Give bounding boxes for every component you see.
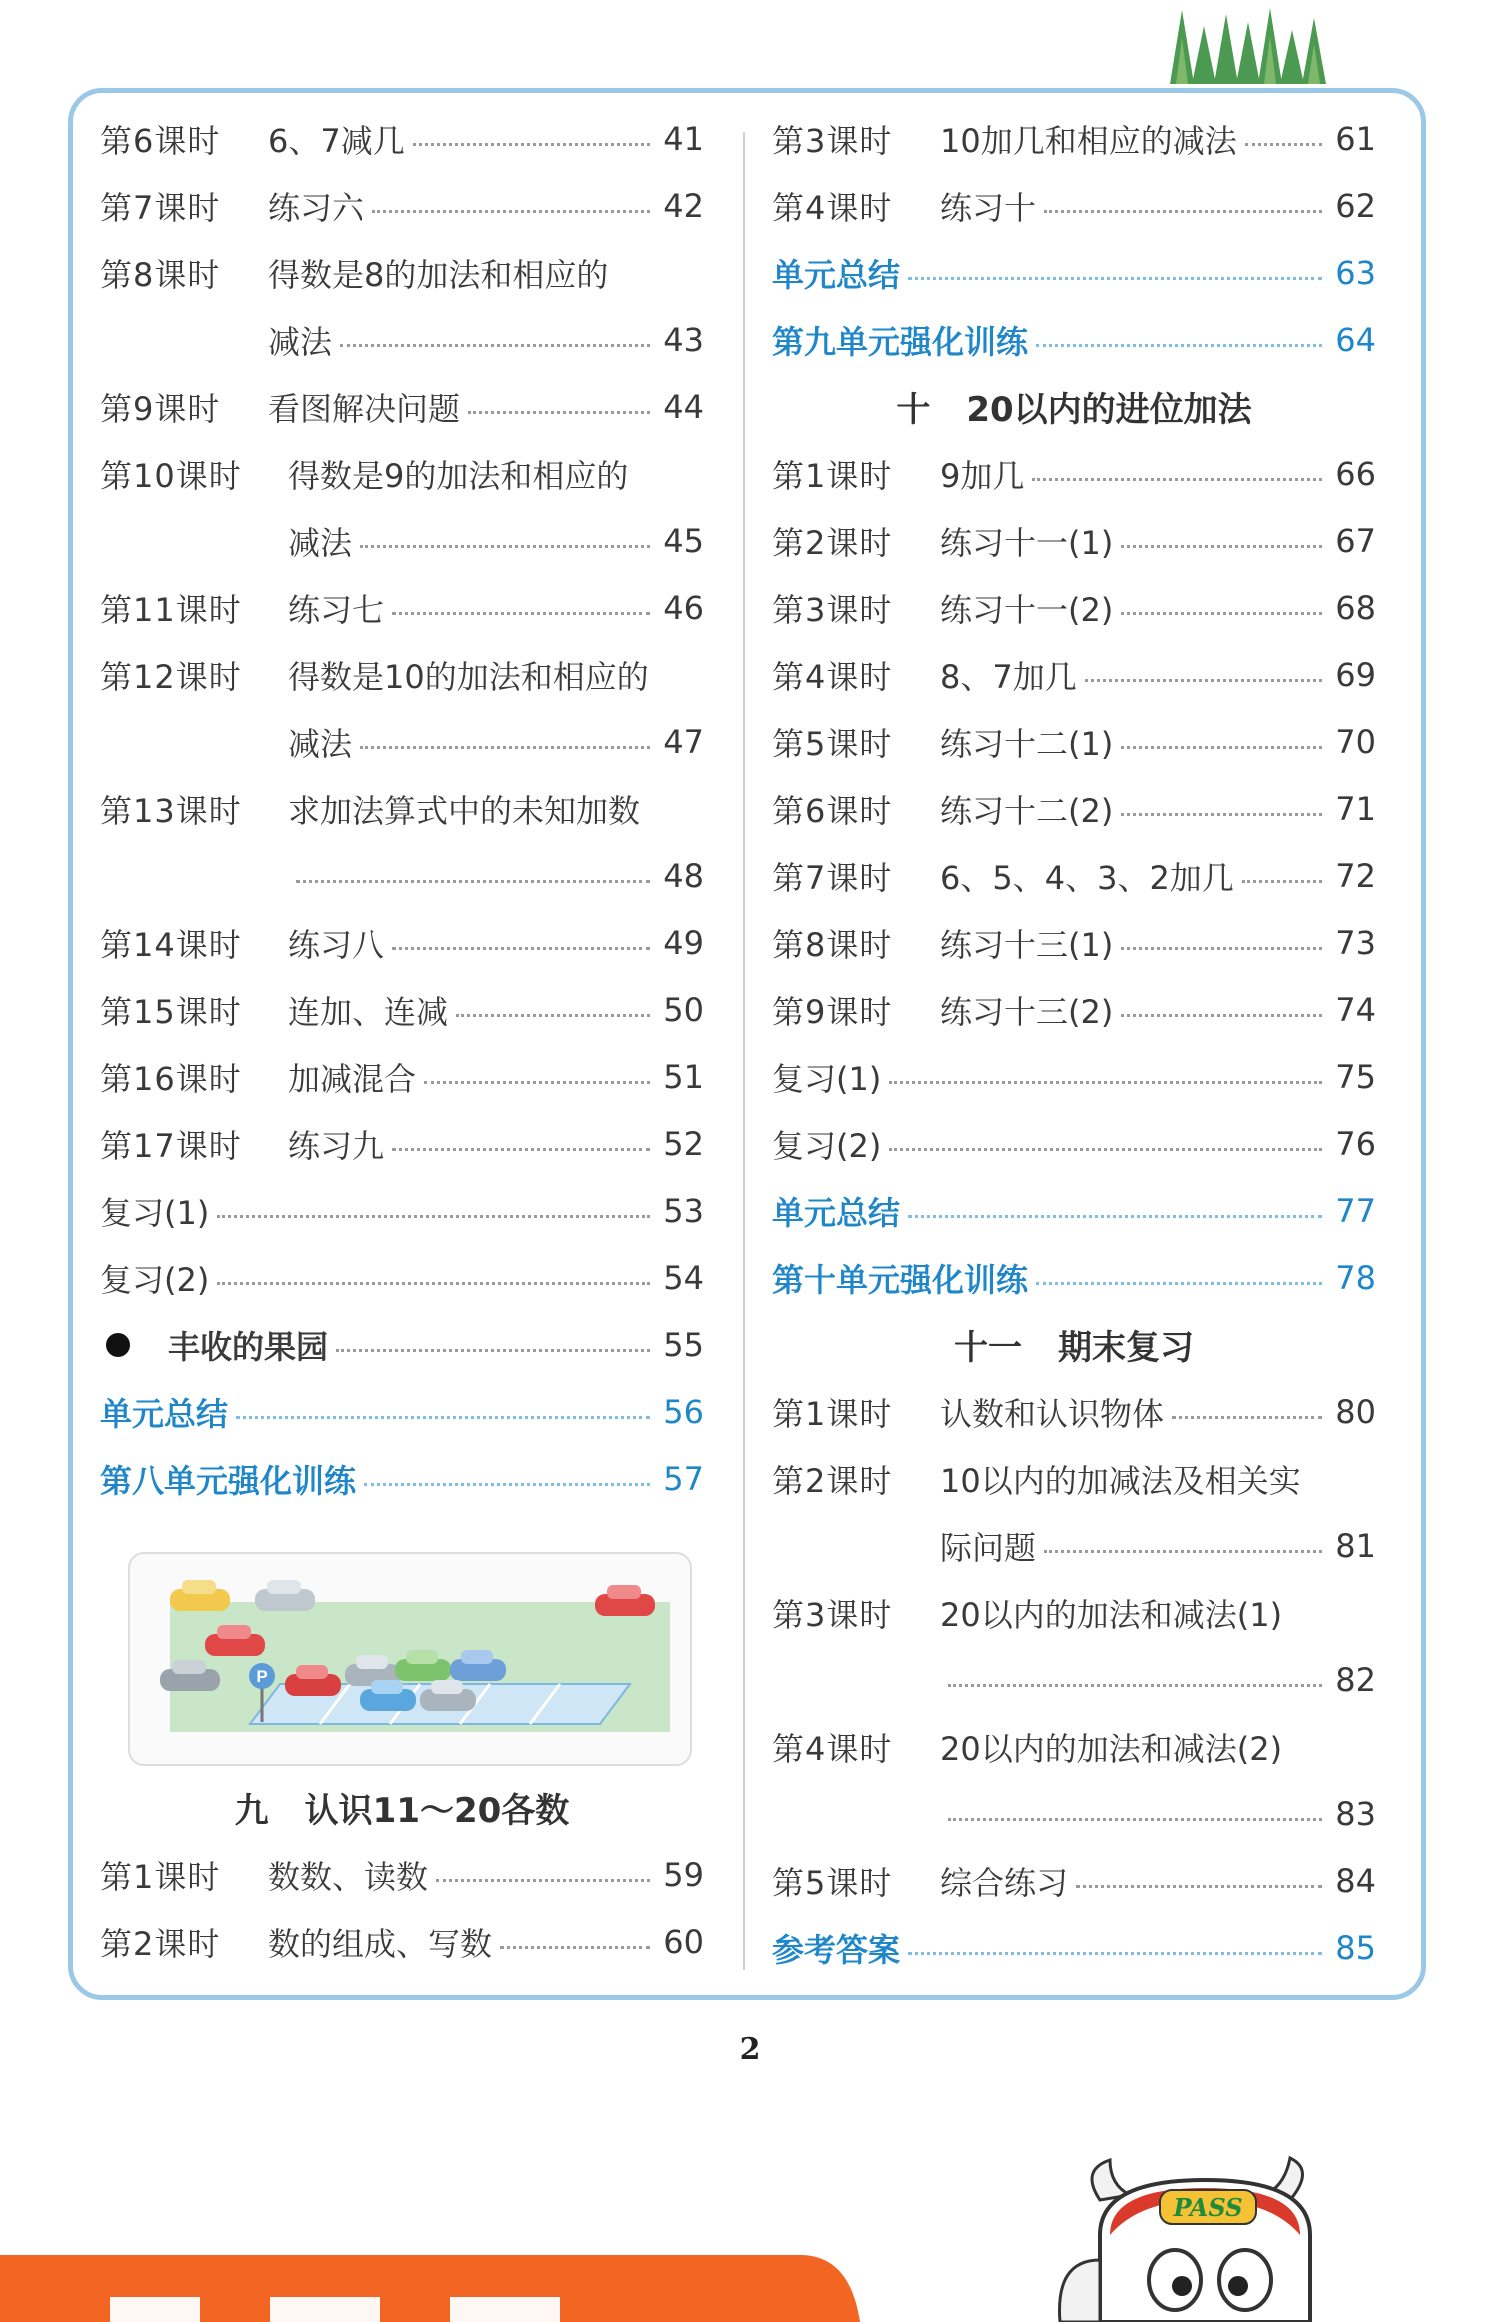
- toc-entry[interactable]: [772, 1847, 1376, 1914]
- lesson-title: 综合练习: [940, 1863, 1069, 1902]
- dot-leader: [1121, 813, 1322, 816]
- training-title: 第九单元强化训练: [772, 322, 1029, 361]
- page-ref: 61: [1335, 119, 1376, 158]
- toc-entry[interactable]: [100, 574, 704, 641]
- dot-leader: [1245, 143, 1322, 146]
- dot-leader: [1076, 1885, 1322, 1888]
- page-ref: 55: [663, 1325, 704, 1364]
- toc-entry[interactable]: [772, 1378, 1376, 1445]
- summary-title: 单元总结: [772, 255, 901, 294]
- lesson-title: 得数是9的加法和相应的: [288, 456, 629, 495]
- toc-entry[interactable]: [100, 1908, 704, 1975]
- toc-entry-activity[interactable]: [100, 1311, 704, 1378]
- toc-entry-continuation[interactable]: [772, 1780, 1376, 1847]
- review-title: 复习(2): [100, 1260, 210, 1299]
- page-ref: 54: [663, 1258, 704, 1297]
- cow-mascot: [1040, 2140, 1370, 2322]
- lesson-number: 第9课时: [772, 992, 893, 1031]
- page-ref: 59: [663, 1855, 704, 1894]
- toc-entry[interactable]: [772, 440, 1376, 507]
- lesson-title: 练习八: [288, 925, 385, 964]
- page-ref: 63: [1335, 253, 1376, 292]
- toc-left-column: [100, 105, 704, 1512]
- lesson-title: 连加、连减: [288, 992, 449, 1031]
- toc-entry[interactable]: [100, 440, 704, 507]
- page-ref: 56: [663, 1392, 704, 1431]
- page-number: 2: [739, 2032, 761, 2067]
- page-ref: 84: [1335, 1861, 1376, 1900]
- toc-entry[interactable]: [772, 507, 1376, 574]
- toc-entry-review[interactable]: [772, 1043, 1376, 1110]
- toc-entry-training[interactable]: [100, 1445, 704, 1512]
- toc-left-column-bottom: [100, 1774, 704, 1975]
- lesson-number: 第7课时: [772, 858, 893, 897]
- training-title: 第八单元强化训练: [100, 1461, 357, 1500]
- summary-title: 单元总结: [772, 1193, 901, 1232]
- dot-leader: [1121, 1014, 1322, 1017]
- dot-leader: [500, 1946, 650, 1949]
- dot-leader: [468, 411, 650, 414]
- dot-leader: [217, 1282, 650, 1285]
- toc-entry[interactable]: [772, 574, 1376, 641]
- lesson-number: 第2课时: [100, 1924, 221, 1963]
- unit-heading: [772, 1311, 1376, 1378]
- page-ref: 49: [663, 923, 704, 962]
- lesson-title: 数数、读数: [268, 1857, 429, 1896]
- dot-leader: [1036, 344, 1322, 347]
- page-ref: 69: [1335, 655, 1376, 694]
- page-ref: 57: [663, 1459, 704, 1498]
- lesson-title: 10以内的加减法及相关实: [940, 1461, 1301, 1500]
- lesson-title: 6、5、4、3、2加几: [940, 858, 1234, 897]
- dot-leader: [1242, 880, 1322, 883]
- mascot-badge-text: PASS: [1173, 2193, 1243, 2222]
- page-ref: 51: [663, 1057, 704, 1096]
- dot-leader: [1036, 1282, 1322, 1285]
- lesson-title: 认数和认识物体: [940, 1394, 1165, 1433]
- activity-title: 丰收的果园: [168, 1327, 329, 1366]
- dot-leader: [436, 1879, 650, 1882]
- lesson-title: 看图解决问题: [268, 389, 461, 428]
- dot-leader: [1121, 612, 1322, 615]
- lesson-title: 练习十三(2): [940, 992, 1114, 1031]
- page-ref: 66: [1335, 454, 1376, 493]
- toc-entry[interactable]: [100, 641, 704, 708]
- dot-leader: [889, 1148, 1322, 1151]
- page-ref: 72: [1335, 856, 1376, 895]
- pine-trees-decoration: [1160, 8, 1360, 86]
- toc-entry[interactable]: [100, 775, 704, 842]
- dot-leader: [1121, 746, 1322, 749]
- lesson-number: 第5课时: [772, 724, 893, 763]
- page-ref: 48: [663, 856, 704, 895]
- page-ref: 78: [1335, 1258, 1376, 1297]
- dot-leader: [908, 277, 1322, 280]
- page-ref: 42: [663, 186, 704, 225]
- lesson-title: 10加几和相应的减法: [940, 121, 1237, 160]
- toc-entry[interactable]: [772, 1579, 1376, 1646]
- lesson-title: 练习十一(1): [940, 523, 1114, 562]
- lesson-title: 得数是8的加法和相应的: [268, 255, 609, 294]
- page-ref: 74: [1335, 990, 1376, 1029]
- page-ref: 80: [1335, 1392, 1376, 1431]
- toc-entry[interactable]: [772, 976, 1376, 1043]
- page-ref: 62: [1335, 186, 1376, 225]
- answers-title: 参考答案: [772, 1930, 901, 1969]
- page-ref: 68: [1335, 588, 1376, 627]
- dot-leader: [392, 947, 650, 950]
- toc-entry[interactable]: [772, 105, 1376, 172]
- page-ref: 81: [1335, 1526, 1376, 1565]
- unit-title: 期末复习: [1058, 1328, 1194, 1368]
- lesson-number: 第8课时: [772, 925, 893, 964]
- lesson-title-cont: 减法: [268, 322, 333, 361]
- page-ref: 70: [1335, 722, 1376, 761]
- dot-leader: [1044, 1550, 1322, 1553]
- parking-lot-illustration: [128, 1552, 692, 1766]
- lesson-title: 数的组成、写数: [268, 1924, 493, 1963]
- toc-entry-review[interactable]: [100, 1177, 704, 1244]
- lesson-number: 第12课时: [100, 657, 242, 696]
- toc-entry-answers[interactable]: [772, 1914, 1376, 1981]
- page-ref: 64: [1335, 320, 1376, 359]
- lesson-number: 第2课时: [772, 523, 893, 562]
- page-ref: 75: [1335, 1057, 1376, 1096]
- toc-entry[interactable]: [100, 976, 704, 1043]
- page-ref: 50: [663, 990, 704, 1029]
- toc-entry[interactable]: [772, 842, 1376, 909]
- lesson-number: 第14课时: [100, 925, 242, 964]
- page-ref: 77: [1335, 1191, 1376, 1230]
- toc-entry[interactable]: [100, 239, 704, 306]
- lesson-title: 练习十二(1): [940, 724, 1114, 763]
- lesson-number: 第2课时: [772, 1461, 893, 1500]
- toc-right-column: [772, 105, 1376, 1981]
- dot-leader: [1032, 478, 1322, 481]
- unit-title: 认识11～20各数: [304, 1791, 570, 1831]
- lesson-number: 第4课时: [772, 1729, 893, 1768]
- toc-entry-continuation[interactable]: [772, 1646, 1376, 1713]
- lesson-title: 练习七: [288, 590, 385, 629]
- dot-leader: [392, 1148, 650, 1151]
- toc-entry-review[interactable]: [772, 1110, 1376, 1177]
- page-ref: 73: [1335, 923, 1376, 962]
- lesson-title: 8、7加几: [940, 657, 1077, 696]
- toc-entry-summary[interactable]: [100, 1378, 704, 1445]
- lesson-number: 第15课时: [100, 992, 242, 1031]
- lesson-title: 练习十二(2): [940, 791, 1114, 830]
- unit-heading: [772, 373, 1376, 440]
- dot-leader: [424, 1081, 650, 1084]
- lesson-number: 第1课时: [772, 1394, 893, 1433]
- dot-leader: [236, 1416, 650, 1419]
- page-ref: 53: [663, 1191, 704, 1230]
- lesson-number: 第5课时: [772, 1863, 893, 1902]
- lesson-number: 第4课时: [772, 188, 893, 227]
- toc-entry[interactable]: [772, 708, 1376, 775]
- dot-leader: [413, 143, 650, 146]
- toc-entry[interactable]: [772, 1445, 1376, 1512]
- toc-entry[interactable]: [100, 909, 704, 976]
- toc-entry[interactable]: [772, 775, 1376, 842]
- unit-number: 九: [234, 1791, 269, 1831]
- toc-entry[interactable]: [100, 105, 704, 172]
- lesson-number: 第6课时: [772, 791, 893, 830]
- page-ref: 44: [663, 387, 704, 426]
- lesson-number: 第11课时: [100, 590, 242, 629]
- parking-lot-drawing: [130, 1554, 690, 1764]
- page-ref: 46: [663, 588, 704, 627]
- lesson-number: 第3课时: [772, 1595, 893, 1634]
- bullet-icon: [106, 1333, 130, 1357]
- lesson-title: 求加法算式中的未知加数: [288, 791, 641, 830]
- lesson-number: 第10课时: [100, 456, 242, 495]
- toc-entry[interactable]: [100, 1043, 704, 1110]
- page-ref: 85: [1335, 1928, 1376, 1967]
- orange-banner-decoration: [0, 2255, 860, 2322]
- lesson-number: 第17课时: [100, 1126, 242, 1165]
- page-ref: 83: [1335, 1794, 1376, 1833]
- dot-leader: [948, 1818, 1322, 1821]
- dot-leader: [217, 1215, 650, 1218]
- unit-number: 十一: [954, 1328, 1022, 1368]
- dot-leader: [360, 746, 650, 749]
- unit-title: 20以内的进位加法: [966, 390, 1252, 430]
- toc-entry-continuation[interactable]: [100, 708, 704, 775]
- toc-entry-training[interactable]: [772, 1244, 1376, 1311]
- review-title: 复习(1): [100, 1193, 210, 1232]
- lesson-title: 加减混合: [288, 1059, 417, 1098]
- lesson-title: 练习九: [288, 1126, 385, 1165]
- toc-entry[interactable]: [772, 172, 1376, 239]
- training-title: 第十单元强化训练: [772, 1260, 1029, 1299]
- car-icon: [595, 1585, 655, 1616]
- lesson-title: 练习十一(2): [940, 590, 1114, 629]
- page-ref: 43: [663, 320, 704, 359]
- toc-entry-continuation[interactable]: [100, 842, 704, 909]
- page-ref: 82: [1335, 1660, 1376, 1699]
- dot-leader: [360, 545, 650, 548]
- column-divider: [743, 132, 745, 1970]
- toc-entry-review[interactable]: [100, 1244, 704, 1311]
- dot-leader: [392, 612, 650, 615]
- lesson-title-cont: 际问题: [940, 1528, 1037, 1567]
- lesson-number: 第3课时: [772, 121, 893, 160]
- lesson-number: 第4课时: [772, 657, 893, 696]
- lesson-number: 第9课时: [100, 389, 221, 428]
- dot-leader: [336, 1349, 650, 1352]
- toc-entry[interactable]: [772, 909, 1376, 976]
- lesson-title: 20以内的加法和减法(2): [940, 1729, 1283, 1768]
- dot-leader: [1121, 545, 1322, 548]
- dot-leader: [456, 1014, 650, 1017]
- page-ref: 47: [663, 722, 704, 761]
- dot-leader: [296, 880, 650, 883]
- page-ref: 60: [663, 1922, 704, 1961]
- page-ref: 67: [1335, 521, 1376, 560]
- toc-entry[interactable]: [100, 172, 704, 239]
- lesson-title-cont: 减法: [288, 724, 353, 763]
- unit-heading: [100, 1774, 704, 1841]
- toc-entry[interactable]: [100, 373, 704, 440]
- lesson-title: 20以内的加法和减法(1): [940, 1595, 1283, 1634]
- toc-entry[interactable]: [100, 1841, 704, 1908]
- dot-leader: [1085, 679, 1322, 682]
- summary-title: 单元总结: [100, 1394, 229, 1433]
- dot-leader: [908, 1215, 1322, 1218]
- lesson-number: 第8课时: [100, 255, 221, 294]
- lesson-title: 6、7减几: [268, 121, 405, 160]
- page-ref: 76: [1335, 1124, 1376, 1163]
- lesson-title: 练习十: [940, 188, 1037, 227]
- lesson-number: 第7课时: [100, 188, 221, 227]
- unit-number: 十: [896, 390, 931, 430]
- page-ref: 71: [1335, 789, 1376, 828]
- lesson-title: 得数是10的加法和相应的: [288, 657, 649, 696]
- toc-entry[interactable]: [100, 1110, 704, 1177]
- toc-entry[interactable]: [772, 641, 1376, 708]
- dot-leader: [908, 1952, 1322, 1955]
- lesson-number: 第16课时: [100, 1059, 242, 1098]
- lesson-number: 第6课时: [100, 121, 221, 160]
- page-ref: 45: [663, 521, 704, 560]
- lesson-number: 第3课时: [772, 590, 893, 629]
- toc-entry-summary[interactable]: [772, 1177, 1376, 1244]
- dot-leader: [1172, 1416, 1322, 1419]
- toc-entry-continuation[interactable]: [100, 507, 704, 574]
- car-icon: [170, 1580, 230, 1611]
- lesson-number: 第1课时: [772, 456, 893, 495]
- page-ref: 52: [663, 1124, 704, 1163]
- lesson-title: 练习六: [268, 188, 365, 227]
- lesson-number: 第1课时: [100, 1857, 221, 1896]
- dot-leader: [948, 1684, 1322, 1687]
- lesson-title-cont: 减法: [288, 523, 353, 562]
- toc-entry[interactable]: [772, 1713, 1376, 1780]
- lesson-number: 第13课时: [100, 791, 242, 830]
- review-title: 复习(1): [772, 1059, 882, 1098]
- car-icon: [255, 1580, 315, 1611]
- review-title: 复习(2): [772, 1126, 882, 1165]
- toc-entry-summary[interactable]: [772, 239, 1376, 306]
- dot-leader: [364, 1483, 650, 1486]
- dot-leader: [340, 344, 650, 347]
- toc-entry-continuation[interactable]: [772, 1512, 1376, 1579]
- dot-leader: [1121, 947, 1322, 950]
- dot-leader: [889, 1081, 1322, 1084]
- dot-leader: [372, 210, 650, 213]
- parking-sign-letter: P: [256, 1667, 268, 1686]
- toc-entry-continuation[interactable]: [100, 306, 704, 373]
- toc-entry-training[interactable]: [772, 306, 1376, 373]
- page-ref: 41: [663, 119, 704, 158]
- lesson-title: 练习十三(1): [940, 925, 1114, 964]
- lesson-title: 9加几: [940, 456, 1025, 495]
- dot-leader: [1044, 210, 1322, 213]
